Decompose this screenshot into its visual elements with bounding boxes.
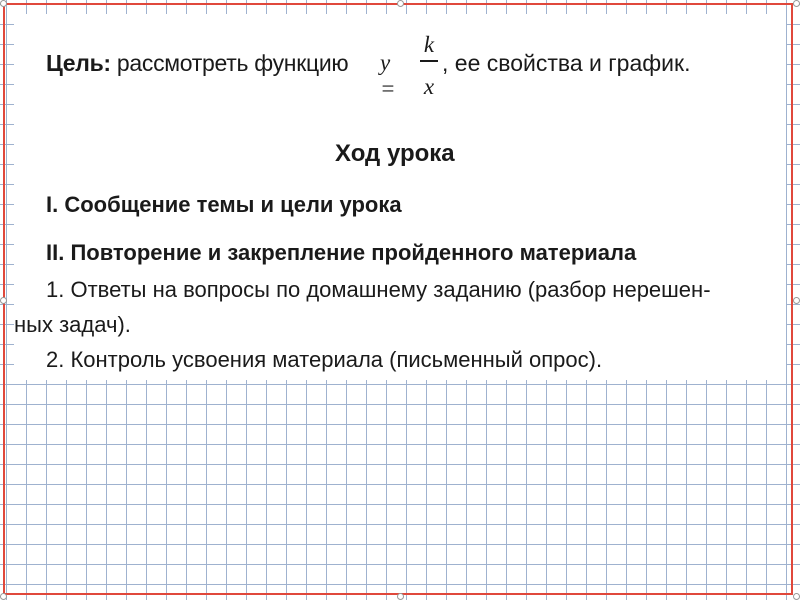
- formula-lhs: y =: [380, 50, 396, 101]
- resize-handle-bottom-center[interactable]: [397, 593, 404, 600]
- resize-handle-top-center[interactable]: [397, 0, 404, 7]
- resize-handle-top-right[interactable]: [793, 0, 800, 7]
- resize-handle-middle-right[interactable]: [793, 297, 800, 304]
- resize-handle-bottom-right[interactable]: [793, 593, 800, 600]
- item-line-1: 1. Ответы на вопросы по домашнему заданию (разбор нерешен-: [46, 277, 711, 302]
- goal-text-before: рассмотреть функцию: [116, 50, 349, 76]
- item-line-2: 2. Контроль усвоения материала (письменный опрос).: [46, 347, 603, 372]
- lesson-heading: Ход урока: [335, 140, 455, 167]
- resize-handle-middle-left[interactable]: [0, 297, 7, 304]
- section-title-2: II. Повторение и закрепление пройденного материала: [46, 240, 637, 265]
- fraction-denominator: x: [423, 74, 435, 99]
- goal-text-after: , ее свойства и график.: [442, 50, 691, 76]
- resize-handle-top-left[interactable]: [0, 0, 7, 7]
- goal-line: [46, 50, 348, 77]
- fraction-numerator: k: [423, 32, 435, 57]
- goal-label: Цель:: [46, 50, 111, 76]
- fraction-bar: [420, 60, 438, 62]
- item-line-1-continued: ных задач).: [14, 312, 131, 337]
- section-title-1: I. Сообщение темы и цели урока: [46, 192, 402, 217]
- resize-handle-bottom-left[interactable]: [0, 593, 7, 600]
